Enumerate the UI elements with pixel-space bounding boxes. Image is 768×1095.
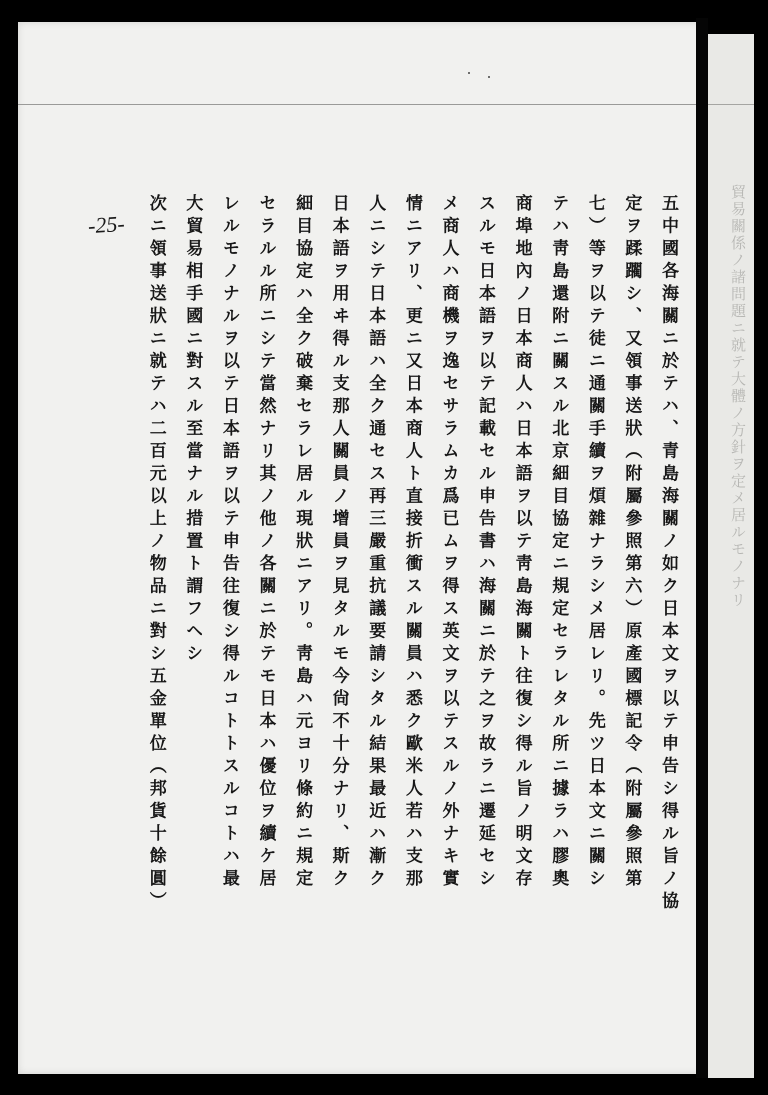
page-number: -25- (87, 210, 126, 239)
paper-speck (468, 72, 470, 74)
text-column: 日本語ヲ用ヰ得ル支那人關員ノ增員ヲ見タルモ今尙不十分ナリ、斯ク (328, 194, 349, 892)
paper-speck (488, 76, 490, 78)
text-column: 細目協定ハ全ク破棄セラレ居ル現狀ニアリ。靑島ハ元ヨリ條約ニ規定 (292, 194, 313, 892)
text-column: メ商人ハ商機ヲ逸セサラムカ爲已ムヲ得ス英文ヲ以テスルノ外ナキ實 (438, 194, 459, 892)
text-column: 情ニアリ、更ニ又日本商人ト直接折衝スル關員ハ悉ク歐米人若ハ支那 (401, 194, 422, 892)
facing-page-edge (708, 34, 754, 1078)
text-column: 五中國各海關ニ於テハ、青島海關ノ如ク日本文ヲ以テ申告シ得ル旨ノ協 (658, 194, 678, 914)
text-column: スルモ日本語ヲ以テ記載セル申告書ハ海關ニ於テ之ヲ故ラニ遷延セシ (475, 194, 496, 892)
text-column: 定ヲ蹂躙シ、又領事送狀（附屬參照第六）原產國標記令（附屬參照第 (621, 194, 642, 892)
text-column: セラルル所ニシテ當然ナリ其ノ他ノ各關ニ於テモ日本ハ優位ヲ續ケ居 (255, 194, 276, 892)
text-column: 人ニシテ日本語ハ全ク通セス再三嚴重抗議要請シタル結果最近ハ漸ク (365, 194, 386, 892)
text-column: 七）等ヲ以テ徒ニ通關手續ヲ煩雜ナラシメ居レリ。先ツ日本文ニ關シ (584, 194, 605, 892)
text-column: 次ニ領事送狀ニ就テハ二百元以上ノ物品ニ對シ五金單位（邦貨十餘圓） (145, 194, 166, 914)
text-column: 商埠地內ノ日本商人ハ日本語ヲ以テ靑島海關ト往復シ得ル旨ノ明文存 (511, 194, 532, 892)
facing-page-bleed-text: 貿易關係ノ諸問題ニ就テ大體ノ方針ヲ定メ居ルモノナリ (729, 184, 747, 609)
document-page (18, 22, 704, 1074)
text-column: レルモノナルヲ以テ日本語ヲ以テ申告往復シ得ルコトトスルコトハ最 (218, 194, 239, 892)
vertical-text-body (146, 194, 686, 1054)
page-header-rule (18, 104, 704, 105)
text-column: テハ靑島還附ニ關スル北京細目協定ニ規定セラレタル所ニ據ラハ膠奧 (548, 194, 569, 892)
facing-page-rule (708, 104, 754, 105)
book-gutter (696, 18, 708, 1078)
text-column: 大貿易相手國ニ對スル至當ナル措置ト謂フヘシ (182, 194, 203, 667)
